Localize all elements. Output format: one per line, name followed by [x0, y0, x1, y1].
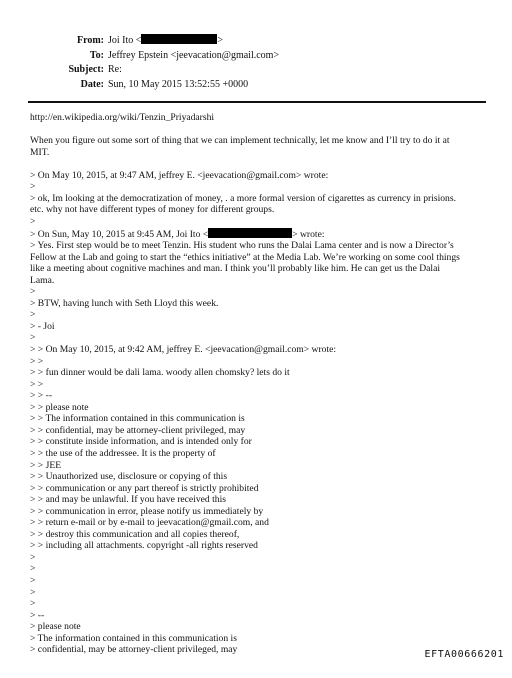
from-value: Joi Ito < [108, 35, 142, 46]
quote-line: > [30, 286, 36, 298]
quote-line: > > destroy this communication and all copies thereof, [30, 528, 240, 540]
quote-line: > > JEE [30, 459, 62, 471]
date-label: Date: [80, 78, 104, 90]
quote-line: Lama. [30, 274, 55, 286]
redaction-block [141, 34, 217, 44]
quote-line: > > constitute inside information, and is intended only for [30, 436, 252, 448]
quote-line: > > please note [30, 401, 89, 413]
body-line: When you figure out some sort of thing that we can implement technically, let me know and I’ll try to do it at [30, 135, 450, 147]
body-line: MIT. [30, 146, 50, 158]
quote-line: > confidential, may be attorney-client privileged, may [30, 644, 238, 656]
spacer [30, 158, 490, 170]
quote-line: > > and may be unlawful. If you have received this [30, 494, 226, 506]
quote-line: > -- [30, 609, 45, 621]
quote-line: > > Unauthorized use, disclosure or copying of this [30, 471, 228, 483]
quote-header-start: > On Sun, May 10, 2015 at 9:45 AM, Joi Ito < [30, 228, 209, 240]
header-divider [28, 101, 486, 103]
quote-line: > > communication or any part thereof is strictly prohibited [30, 482, 259, 494]
email-header [20, 34, 279, 92]
from-label: From: [76, 35, 104, 46]
quote-line: > > [30, 378, 44, 390]
quote-line: > > communication in error, please notify us immediately by [30, 505, 264, 517]
quote-line: > [30, 598, 36, 610]
quote-line: > please note [30, 621, 81, 633]
quote-line: > > -- [30, 390, 53, 402]
quote-line: > > return e-mail or by e-mail to jeevacation@gmail.com, and [30, 517, 269, 529]
redaction-block [208, 228, 292, 238]
quote-line: > Yes. First step would be to meet Tenzin. His student who runs the Dalai Lama center and is now a Director’s [30, 240, 454, 252]
subject-label: Subject: [68, 64, 104, 75]
to-label: To: [89, 49, 104, 61]
quote-line: > [30, 332, 36, 344]
quote-line: > > fun dinner would be dali lama. woody allen chomsky? lets do it [30, 367, 290, 379]
quote-line: > > the use of the addressee. It is the property of [30, 447, 216, 459]
quote-line: > [30, 563, 36, 575]
subject-value: Re: [108, 64, 122, 75]
document-id-stamp: EFTA00666201 [424, 649, 504, 660]
subject-row [20, 63, 279, 78]
quote-line: > ok, Im looking at the democratization of money, . a more formal version of cigarettes as currency in prisions. [30, 192, 456, 204]
date-value: Sun, 10 May 2015 13:52:55 +0000 [108, 78, 249, 90]
quote-line: > > including all attachments. copyright -all rights reserved [30, 540, 258, 552]
quote-line: > > confidential, may be attorney-client privileged, may [30, 424, 246, 436]
body-link: http://en.wikipedia.org/wiki/Tenzin_Priyadarshi [30, 112, 215, 123]
quote-line: > [30, 551, 36, 563]
to-row [20, 49, 279, 64]
quote-line: etc. why not have different types of money for different groups. [30, 204, 275, 216]
from-row [20, 34, 279, 49]
quote-line: > [30, 181, 36, 193]
quote-header-end: > wrote: [292, 228, 325, 240]
quote-line: Fellow at the Lab and going to start the “ethics initiative” at the Media Lab. We’re working on some cool things [30, 251, 460, 263]
quote-line: > [30, 586, 36, 598]
quote-line: > The information contained in this communication is [30, 632, 237, 644]
quote-header: > On May 10, 2015, at 9:47 AM, jeffrey E. <jeevacation@gmail.com> wrote: [30, 169, 329, 181]
quote-line: > [30, 574, 36, 586]
quote-line: > [30, 216, 36, 228]
quote-line: > [30, 309, 36, 321]
spacer [30, 124, 490, 136]
quote-line: > > The information contained in this communication is [30, 413, 245, 425]
quote-header [30, 228, 490, 241]
to-value: Jeffrey Epstein <jeevacation@gmail.com> [108, 49, 280, 61]
quote-line: like a meeting about cognitive machines and man. I think you’ll probably like him. He can get us the Dalai [30, 263, 441, 275]
quote-line: > - Joi [30, 320, 55, 332]
date-row [20, 78, 279, 93]
quote-line: > > [30, 355, 44, 367]
from-tail: > [217, 35, 224, 46]
quote-header: > > On May 10, 2015, at 9:42 AM, jeffrey E. <jeevacation@gmail.com> wrote: [30, 344, 337, 356]
quote-line: > BTW, having lunch with Seth Lloyd this week. [30, 297, 219, 309]
email-body [30, 112, 490, 656]
